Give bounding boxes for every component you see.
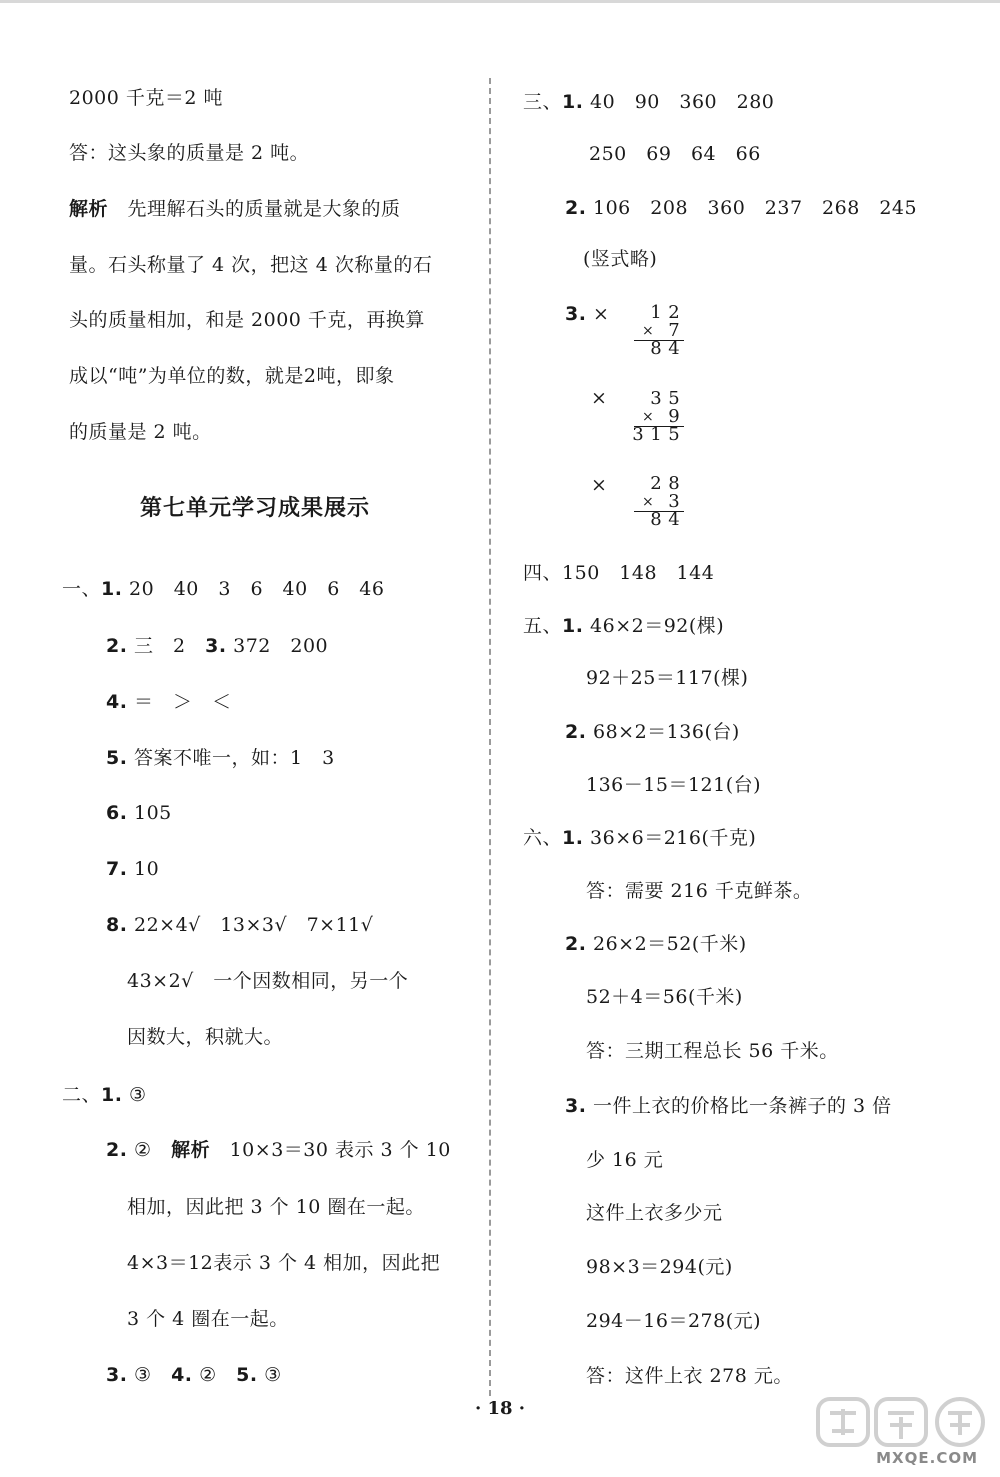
digit: 9 [668, 406, 680, 427]
digit: 5 [668, 388, 680, 409]
digit: 1 [650, 424, 662, 445]
analysis-text: 先理解石头的质量就是大象的质 [127, 198, 401, 220]
item-number: 6. [106, 802, 128, 824]
q6-line: 52＋4＝56(千米) [586, 986, 743, 1008]
q3-line: 250 69 64 66 [589, 143, 761, 165]
analysis-line: 成以“吨”为单位的数，就是2吨，即象 [69, 365, 395, 387]
answer: ② [199, 1364, 217, 1386]
q6-line [565, 932, 747, 956]
q1-line [106, 634, 328, 658]
item-number: 1. [562, 91, 584, 113]
item-number: 3. [565, 303, 587, 325]
item-number: 4. [171, 1364, 193, 1386]
times-sign: × [642, 494, 654, 510]
q2-line [106, 1138, 451, 1162]
digit: 8 [668, 473, 680, 494]
top-edge [0, 0, 1000, 3]
section-label: 六、 [523, 827, 563, 849]
digit: 3 [668, 491, 680, 512]
analysis-tag: 解析 [171, 1139, 211, 1161]
item-number: 8. [106, 914, 128, 936]
item-number: 4. [106, 691, 128, 713]
item-number: 3. [565, 1095, 587, 1117]
q1-line: 因数大，积就大。 [127, 1026, 284, 1048]
answer: 106 208 360 237 268 245 [593, 197, 918, 219]
vertical-calc [632, 304, 686, 360]
q6-line [565, 1094, 892, 1118]
answer: 10 [134, 858, 160, 880]
section-heading: 第七单元学习成果展示 [140, 496, 371, 521]
answer: 372 200 [233, 635, 329, 657]
times-sign: × [642, 409, 654, 425]
answer: 22×4√ 13×3√ 7×11√ [134, 914, 374, 936]
answer: 46×2＝92(棵) [590, 615, 725, 637]
q5-line [523, 614, 724, 638]
q1-line [106, 746, 335, 770]
q3-line [523, 90, 774, 114]
times-sign: × [642, 323, 654, 339]
item-number: 2. [565, 721, 587, 743]
q3-item-number [565, 302, 609, 326]
q5-line: 92＋25＝117(棵) [586, 667, 749, 689]
text-line: 2000 千克＝2 吨 [69, 87, 224, 109]
item-number: 2. [106, 635, 128, 657]
item-number: 1. [101, 578, 123, 600]
q6-line: 294－16＝278(元) [586, 1310, 762, 1332]
digit: 3 [632, 424, 644, 445]
q2-line: 3 个 4 圈在一起。 [127, 1308, 289, 1330]
q6-line: 答：三期工程总长 56 千米。 [586, 1040, 839, 1062]
item-number: 1. [562, 615, 584, 637]
q1-line [106, 801, 172, 825]
answer: ② [134, 1139, 152, 1161]
q2-line [62, 1083, 147, 1107]
answer: 150 148 144 [562, 562, 715, 584]
section-label: 二、 [62, 1084, 102, 1106]
section-label: 三、 [523, 91, 563, 113]
analysis-tag: 解析 [69, 198, 109, 220]
item-number: 1. [562, 827, 584, 849]
answer: 40 90 360 280 [590, 91, 775, 113]
digit: 3 [650, 388, 662, 409]
answer: 20 40 3 6 40 6 46 [129, 578, 385, 600]
q1-line [62, 577, 385, 601]
answer: 26×2＝52(千米) [593, 933, 747, 955]
column-divider [489, 78, 491, 1396]
text-line: 答：这头象的质量是 2 吨。 [69, 142, 310, 164]
answer: ＝ ＞ ＜ [134, 691, 232, 713]
answer: 68×2＝136(台) [593, 721, 740, 743]
digit: 8 [650, 509, 662, 530]
q5-line [565, 720, 740, 744]
q2-line: 4×3＝12表示 3 个 4 相加，因此把 [127, 1252, 441, 1274]
q1-line [106, 690, 232, 714]
answer: 10×3＝30 表示 3 个 10 [229, 1139, 451, 1161]
q2-line [106, 1363, 282, 1387]
q1-line [106, 913, 373, 937]
analysis-line [69, 197, 401, 221]
answer: 三 2 [134, 635, 186, 657]
answer: ③ [134, 1364, 152, 1386]
vertical-calc [632, 390, 686, 446]
q3-line: (竖式略) [583, 248, 658, 270]
item-number: 2. [106, 1139, 128, 1161]
item-number: 5. [236, 1364, 258, 1386]
item-number: 3. [205, 635, 227, 657]
q6-line: 少 16 元 [586, 1149, 664, 1171]
section-label: 一、 [62, 578, 102, 600]
digit: 4 [668, 338, 680, 359]
q6-line [523, 826, 756, 850]
q6-line: 这件上衣多少元 [586, 1202, 723, 1224]
q5-line: 136－15＝121(台) [586, 774, 762, 796]
answer: 105 [134, 802, 172, 824]
section-label: 四、 [523, 562, 563, 584]
q6-line: 答：这件上衣 278 元。 [586, 1365, 793, 1387]
q2-line: 相加，因此把 3 个 10 圈在一起。 [127, 1196, 425, 1218]
vertical-calc [632, 475, 686, 531]
wrong-mark: × [591, 474, 608, 496]
answer: 一件上衣的价格比一条裤子的 3 倍 [593, 1095, 892, 1117]
page-number: · 18 · [474, 1398, 526, 1419]
digit: 8 [650, 338, 662, 359]
wrong-mark: × [591, 387, 608, 409]
answer: 36×6＝216(千克) [590, 827, 757, 849]
q4-line [523, 561, 714, 585]
item-number: 7. [106, 858, 128, 880]
item-number: 1. [101, 1084, 123, 1106]
item-number: 3. [106, 1364, 128, 1386]
digit: 5 [668, 424, 680, 445]
digit: 2 [668, 302, 680, 323]
analysis-line: 头的质量相加，和是 2000 千克，再换算 [69, 309, 425, 331]
answer: ③ [264, 1364, 282, 1386]
q3-line [565, 196, 917, 220]
q1-line: 43×2√ 一个因数相同，另一个 [127, 970, 409, 992]
watermark-text: MXQE.COM [876, 1449, 978, 1467]
answer: 答案不唯一，如：1 3 [134, 747, 335, 769]
digit: 2 [650, 473, 662, 494]
section-label: 五、 [523, 615, 563, 637]
q1-line [106, 857, 159, 881]
wrong-mark: × [593, 303, 610, 325]
digit: 1 [650, 302, 662, 323]
item-number: 2. [565, 933, 587, 955]
q6-line: 98×3＝294(元) [586, 1256, 733, 1278]
digit: 4 [668, 509, 680, 530]
answer: ③ [129, 1084, 147, 1106]
item-number: 2. [565, 197, 587, 219]
q6-line: 答：需要 216 千克鲜茶。 [586, 880, 813, 902]
analysis-line: 量。石头称量了 4 次，把这 4 次称量的石 [69, 254, 433, 276]
item-number: 5. [106, 747, 128, 769]
analysis-line: 的质量是 2 吨。 [69, 421, 212, 443]
digit: 7 [668, 320, 680, 341]
